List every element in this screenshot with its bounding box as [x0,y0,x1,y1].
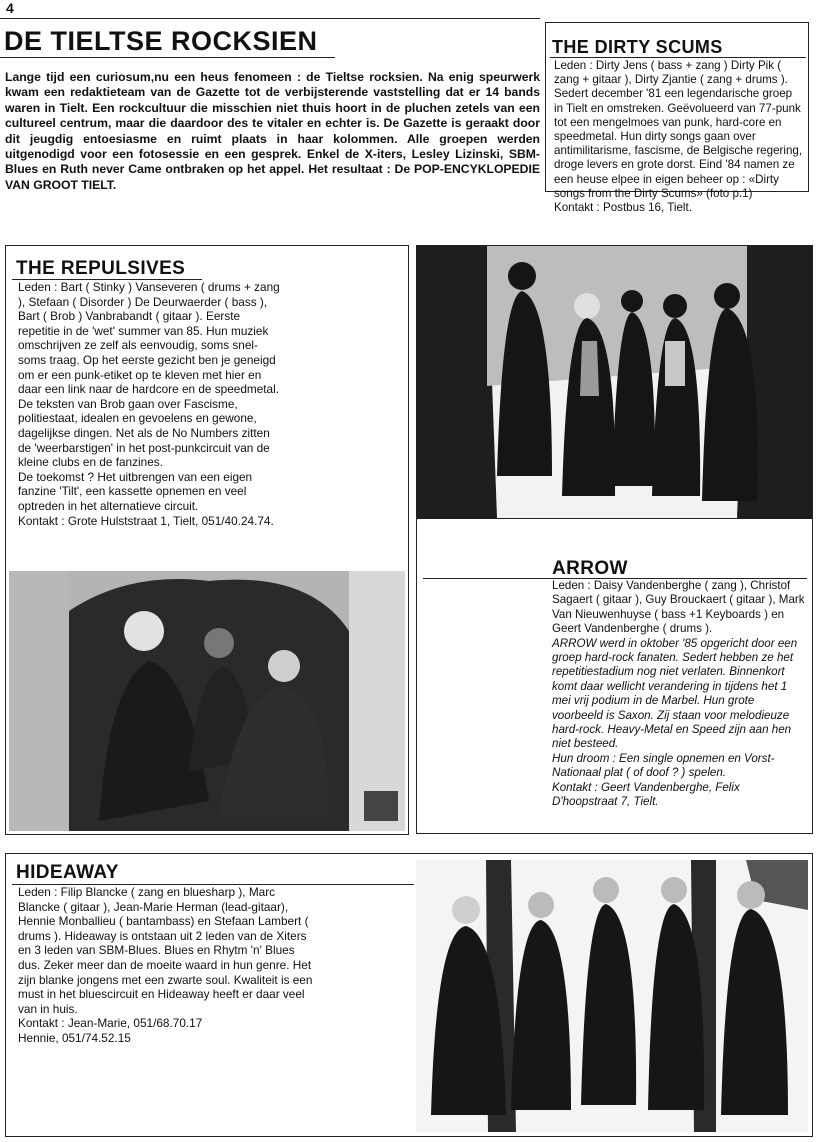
repulsives-future: De toekomst ? Het uitbrengen van een eigen fanzine 'Tilt', een kassette opnemen en veel optreden in het alternatieve circuit. [18,469,253,513]
arrow-dream: Hun droom : Een single opnemen en Vorst-Nationaal plat ( of doof ? ) spelen. [552,751,775,780]
repulsives-text: Leden : Bart ( Stinky ) Vanseveren ( drums + zang ), Stefaan ( Disorder ) De Deurwaerder ( bass ), Bart ( Brob ) Vanbrabandt ( gitaar ). Eerste repetitie in de 'wet' summer van 85. Hun muziek omschrijven ze zelf als eenvoudig, soms snel-soms traag. Op het eerste gezicht ben je geneigd om er een punk-etiket op te kleven met hier en daar een link naar de hardcore en de speedmetal. De teksten van Brob gaan over Fascisme, politiestaat, idealen en gevoelens en gewone, dagelijkse dingen. Net als de No Numbers zitten de 'weerbarstigen' in het post-punkcircuit van de kleine clubs en de fanzines. [18,280,280,470]
arrow-title: ARROW [552,558,628,579]
hideaway-text: Leden : Filip Blancke ( zang en bluesharp ), Marc Blancke ( gitaar ), Jean-Marie Herman (lead-gitaar), Hennie Monballieu ( bantambass) en Stefaan Lambert ( drums ). Hideaway is ontstaan uit 2 leden van de Xiters en 3 leden van SBM-Blues. Blues en Rhytm 'n' Blues dus. Zeker meer dan de moeite waard in hun genre. Het zijn blanke jongens met een zwarte soul. Kwaliteit is een must in het bluescircuit en Hideaway heeft er daar veel van in huis. [18,885,313,1016]
headline-underline [0,57,335,58]
repulsives-title: THE REPULSIVES [16,258,186,279]
repulsives-contact: Kontakt : Grote Hulststraat 1, Tielt, 051/40.24.74. [18,513,274,528]
hideaway-contact-1: Kontakt : Jean-Marie, 051/68.70.17 [18,1016,203,1031]
dirty-scums-text: Leden : Dirty Jens ( bass + zang ) Dirty Pik ( zang + gitaar ), Dirty Zjantie ( zang + drums ). Sedert december '81 een legendarische groep in Tielt en omstreken. Geëvolueerd van 77-punk tot een mengelmoes van punk, hard-core en speedmetal. Hun dirty songs gaan over antimilitarisme, fascisme, de Belgische regering, droge levers en grote dorst. Eind '84 namen ze een heuse elpee in eigen beheer op : «Dirty songs from the Dirty Scums» (foto p.1) [554,59,803,200]
repulsives-article [5,245,409,835]
hideaway-article [5,853,813,1137]
arrow-text: ARROW werd in oktober '85 opgericht door een groep hard-rock fanaten. Sedert hebben ze het repetitiestadium nog niet verlaten. Binnenkort komt daar wellicht verandering in tijdens het 1 mei vrij podium in de Marbel. Hun grote voorbeeld is Saxon. Zij staan voor melodieuze hard-rock. Heavy-Metal en Speed zijn aan hen niet besteed. [552,636,798,751]
dirty-scums-title-rule [550,57,806,58]
repulsives-body [18,280,282,528]
hideaway-photo [416,860,808,1132]
arrow-members: Leden : Daisy Vandenberghe ( zang ), Christof Sagaert ( gitaar ), Guy Brouckaert ( gitaar ), Mark Van Nieuwenhuyse ( bass +1 Keyboards ) en Geert Vandenberghe ( drums ). [552,579,805,636]
dirty-scums-article [545,22,809,215]
dirty-scums-title: THE DIRTY SCUMS [552,37,723,57]
hideaway-contact-2: Hennie, 051/74.52.15 [18,1030,131,1045]
arrow-article [416,517,813,834]
intro-paragraph: Lange tijd een curiosum,nu een heus fenomeen : de Tieltse rocksien. Na enig speurwerk kwam een redaktieteam van de Gazette tot de verbijsterende vaststelling dat er 14 bands waren in Tielt. Een rockcultuur die misschien niet thuis hoort in de pluchen zetels van een cultureel centrum, maar die daardoor des te vitaler en echter is. De Gazette is geraakt door dit jeugdig entoesiasme en ruimt plaats in haar kolommen. Alle groepen werden uitgenodigd voor een fotosessie en een gesprek. Enkel de X-iters, Lesley Lizinski, SBM-Blues en Ruth never Came ontbraken op het appel. Het resultaat : De POP-ENCYKLOPEDIE VAN GROOT TIELT. [5,70,540,192]
arrow-contact: Kontakt : Geert Vandenberghe, Felix D'hoopstraat 7, Tielt. [552,780,740,809]
dirty-scums-contact: Kontakt : Postbus 16, Tielt. [554,201,692,215]
page-number: 4 [6,0,14,16]
arrow-body [552,579,808,810]
dirty-scums-body [554,59,804,215]
arrow-band-photo [416,245,813,519]
repulsives-photo [9,571,405,831]
hideaway-body [18,885,318,1046]
header-rule [0,18,540,19]
hideaway-title: HIDEAWAY [16,862,119,883]
page-headline: DE TIELTSE ROCKSIEN [4,26,318,56]
